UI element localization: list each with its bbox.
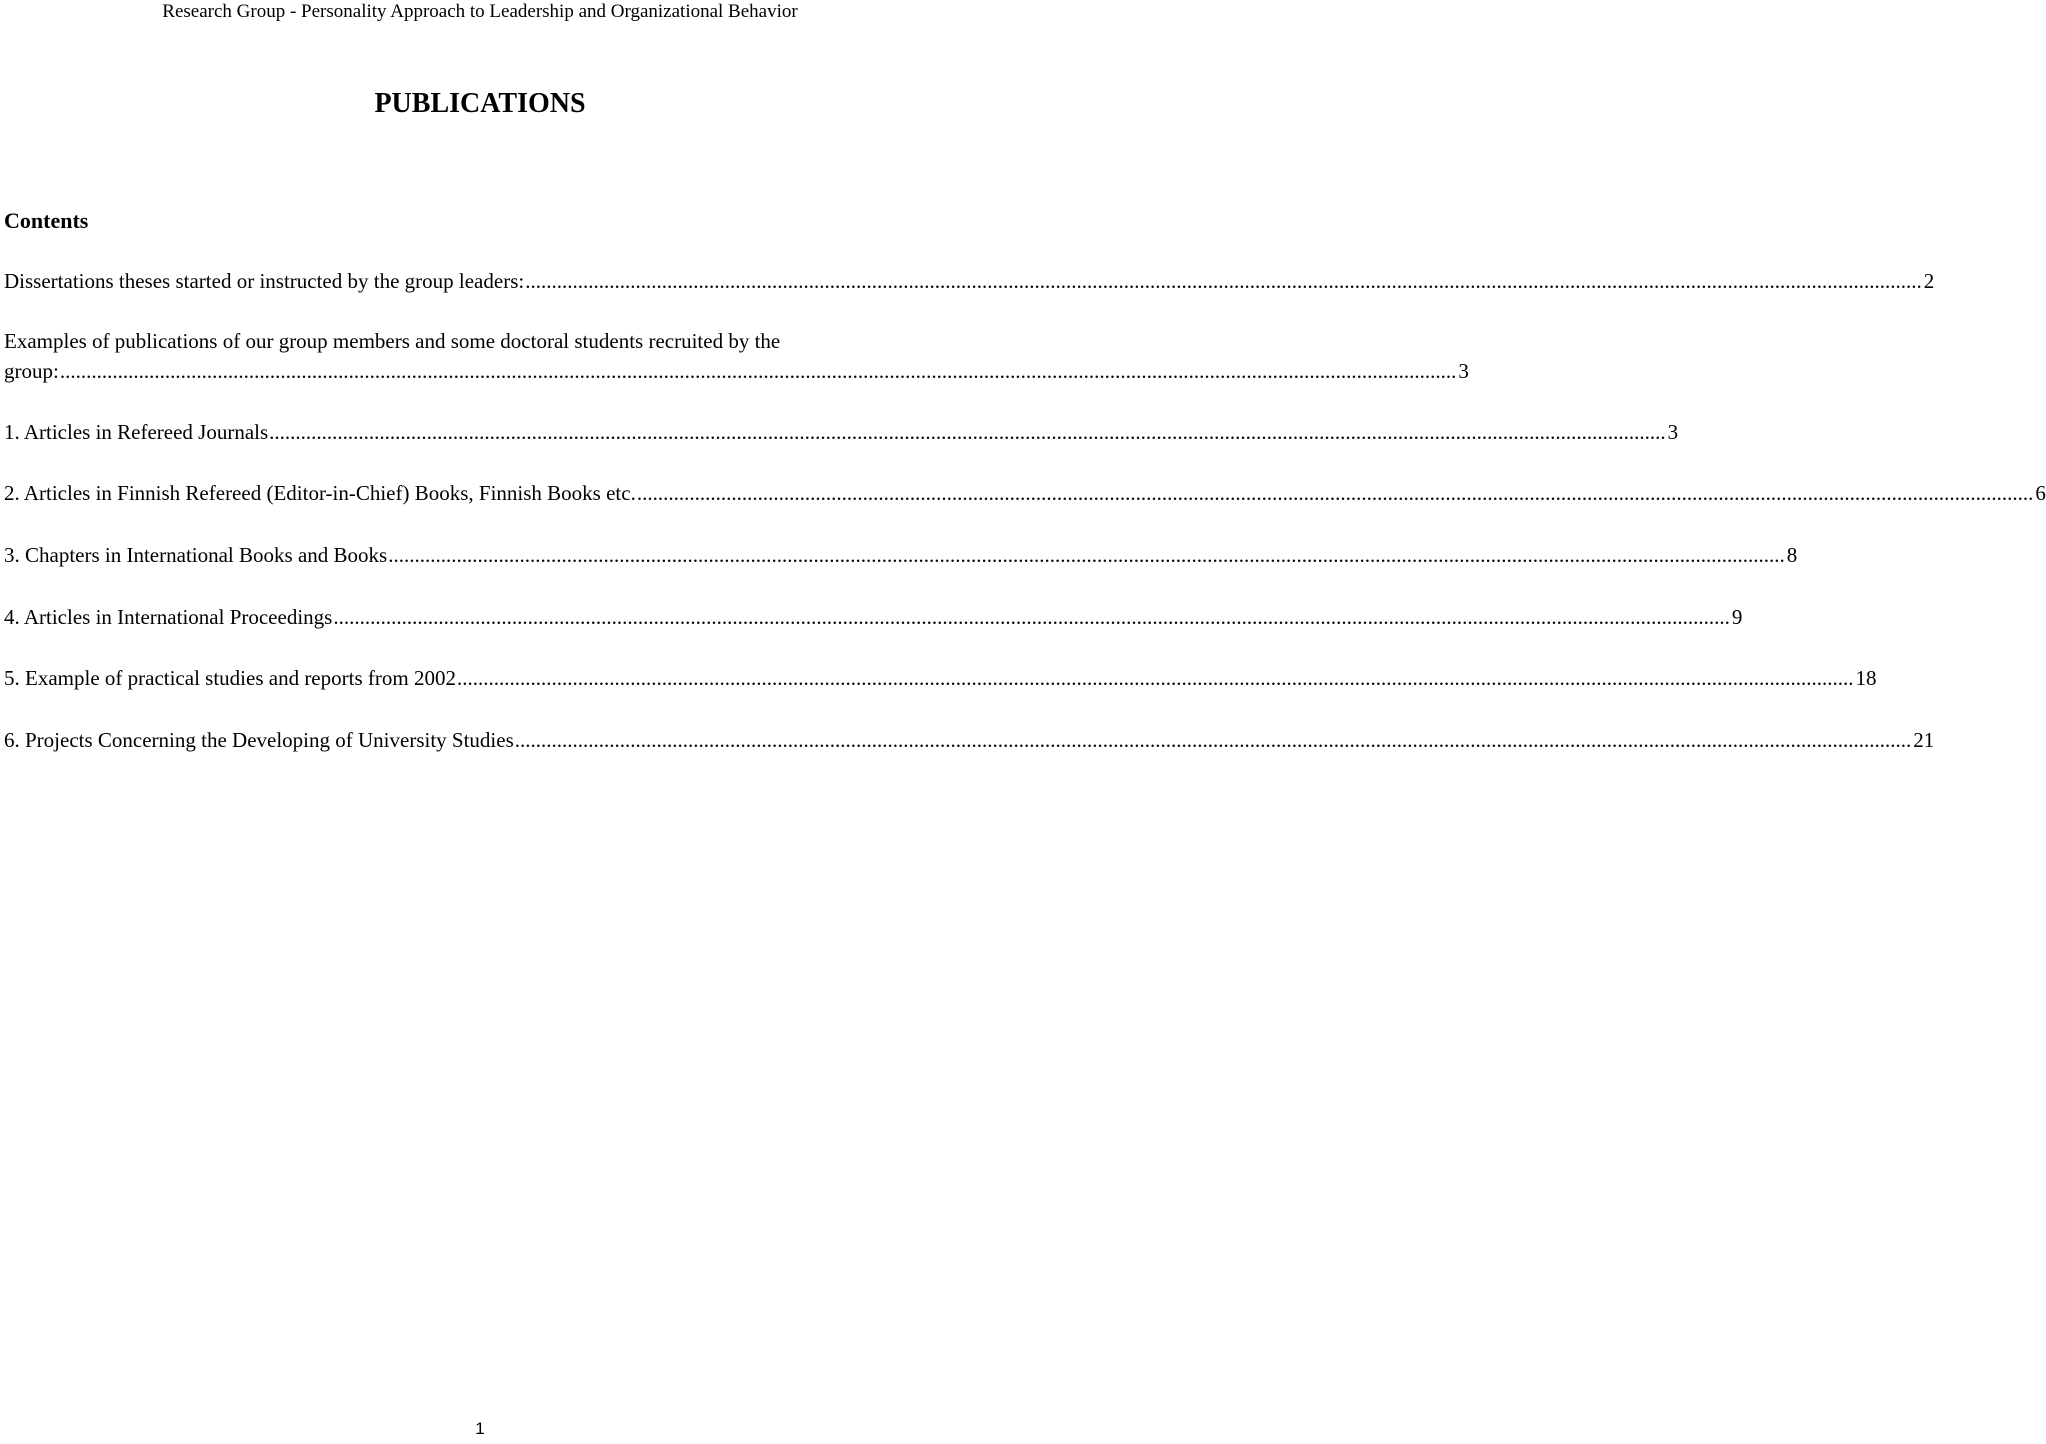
toc-entry-refereed-journals[interactable] [4,417,1679,447]
toc-entry-finnish-books[interactable] [4,478,2046,508]
toc-dot-leader [515,725,1912,755]
toc-entry-label: 5. Example of practical studies and reports from 2002 [4,666,456,690]
toc-dot-leader [388,540,1785,570]
toc-entry-international-books[interactable] [4,540,1798,570]
toc-dot-leader [457,663,1854,693]
toc-entry-examples[interactable] [4,326,1469,386]
toc-entry-page: 18 [1855,666,1877,690]
toc-entry-label: 6. Projects Concerning the Developing of University Studies [4,728,514,752]
toc-entry-page: 3 [1667,420,1679,444]
toc-dot-leader [525,266,1922,296]
toc-dot-leader [269,417,1666,447]
toc-entry-label-line2: group: [4,359,59,383]
toc-entry-practical-studies[interactable] [4,663,1877,693]
toc-entry-examples-line2[interactable] [4,356,1469,386]
toc-entry-label: 4. Articles in International Proceedings [4,605,333,629]
table-of-contents [4,266,2046,786]
toc-dot-leader [637,478,2034,508]
contents-heading: Contents [4,208,89,233]
toc-dot-leader [60,356,1457,386]
toc-entry-label-line1: Examples of publications of our group members and some doctoral students recruited by the [4,329,781,353]
toc-entry-label: 1. Articles in Refereed Journals [4,420,269,444]
toc-entry-page: 9 [1731,605,1743,629]
toc-entry-page: 3 [1458,359,1469,383]
toc-entry-university-studies[interactable] [4,725,1935,755]
toc-entry-label: 3. Chapters in International Books and Books [4,543,388,567]
toc-entry-page: 21 [1913,728,1935,752]
page-number: 1 [475,1419,485,1438]
toc-entry-label: Dissertations theses started or instructed by the group leaders: [4,269,525,293]
toc-dot-leader [333,602,1730,632]
toc-entry-label: 2. Articles in Finnish Refereed (Editor-in-Chief) Books, Finnish Books etc. [4,481,636,505]
toc-entry-page: 6 [2035,481,2046,505]
toc-entry-page: 8 [1786,543,1798,567]
toc-entry-international-proceedings[interactable] [4,602,1743,632]
toc-entry-page: 2 [1923,269,1935,293]
running-header: Research Group - Personality Approach to Leadership and Organizational Behavior [162,1,798,22]
toc-entry-dissertations[interactable] [4,266,1935,296]
page-title: PUBLICATIONS [374,88,586,119]
